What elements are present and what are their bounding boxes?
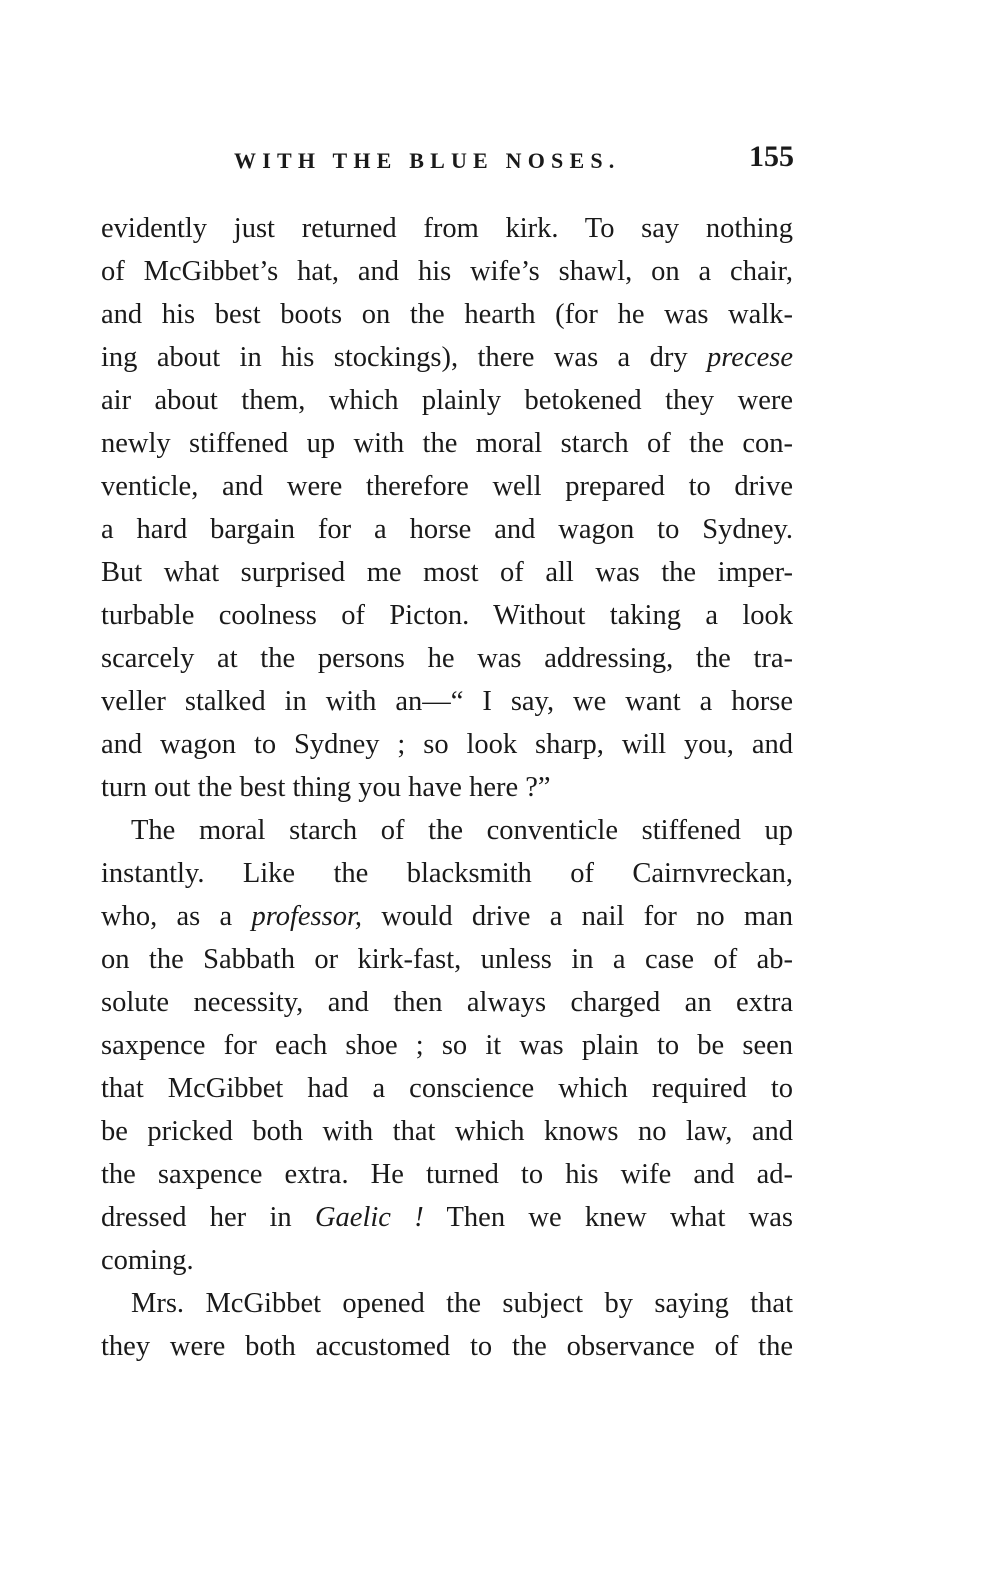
italic-word: professor, — [251, 901, 363, 932]
text-line: instantly. Like the blacksmith of Cairnvreckan, — [101, 858, 793, 889]
italic-word: Gaelic ! — [314, 1202, 424, 1233]
text-line — [101, 1196, 793, 1239]
text-line: The moral starch of the conventicle stiffened up — [131, 815, 793, 846]
text-line: veller stalked in with an—“ I say, we want a horse — [101, 686, 793, 717]
text-line: air about them, which plainly betokened they were — [101, 385, 793, 416]
text-line: newly stiffened up with the moral starch of the con- — [101, 428, 793, 459]
text-line: evidently just returned from kirk. To say nothing — [101, 213, 793, 244]
text-line: of McGibbet’s hat, and his wife’s shawl, on a chair, — [101, 256, 793, 287]
text-line: turbable coolness of Picton. Without taking a look — [101, 600, 793, 631]
text-line: coming. — [101, 1245, 194, 1276]
text-line: solute necessity, and then always charged an extra — [101, 987, 793, 1018]
text-line: they were both accustomed to the observance of the — [101, 1331, 793, 1362]
page-number: 155 — [749, 140, 794, 173]
text-line: the saxpence extra. He turned to his wife and ad- — [101, 1159, 793, 1190]
text-line: venticle, and were therefore well prepared to drive — [101, 471, 793, 502]
text-line: on the Sabbath or kirk-fast, unless in a case of ab- — [101, 944, 793, 975]
text-segment: would drive a nail for no man — [362, 901, 793, 932]
text-line: a hard bargain for a horse and wagon to Sydney. — [101, 514, 793, 545]
text-line — [101, 336, 793, 379]
text-segment: ing about in his stockings), there was a dry — [101, 342, 688, 373]
running-title: WITH THE BLUE NOSES. — [234, 148, 621, 173]
text-line: be pricked both with that which knows no law, and — [101, 1116, 793, 1147]
text-segment: who, as a — [101, 901, 233, 932]
running-head — [100, 140, 794, 184]
text-line: and wagon to Sydney ; so look sharp, will you, and — [101, 729, 793, 760]
text-line: and his best boots on the hearth (for he was walk- — [101, 299, 793, 330]
body-text — [101, 207, 793, 1368]
text-line: that McGibbet had a conscience which required to — [101, 1073, 793, 1104]
text-segment: Then we knew what was — [423, 1202, 793, 1233]
italic-word: precese — [707, 342, 793, 373]
text-line: scarcely at the persons he was addressing, the tra- — [101, 643, 793, 674]
text-line: turn out the best thing you have here ?” — [101, 772, 551, 803]
text-line: Mrs. McGibbet opened the subject by saying that — [131, 1288, 793, 1319]
text-line: saxpence for each shoe ; so it was plain to be seen — [101, 1030, 793, 1061]
text-line: But what surprised me most of all was the imper- — [101, 557, 793, 588]
text-line — [101, 895, 793, 938]
text-segment: dressed her in — [101, 1202, 292, 1233]
